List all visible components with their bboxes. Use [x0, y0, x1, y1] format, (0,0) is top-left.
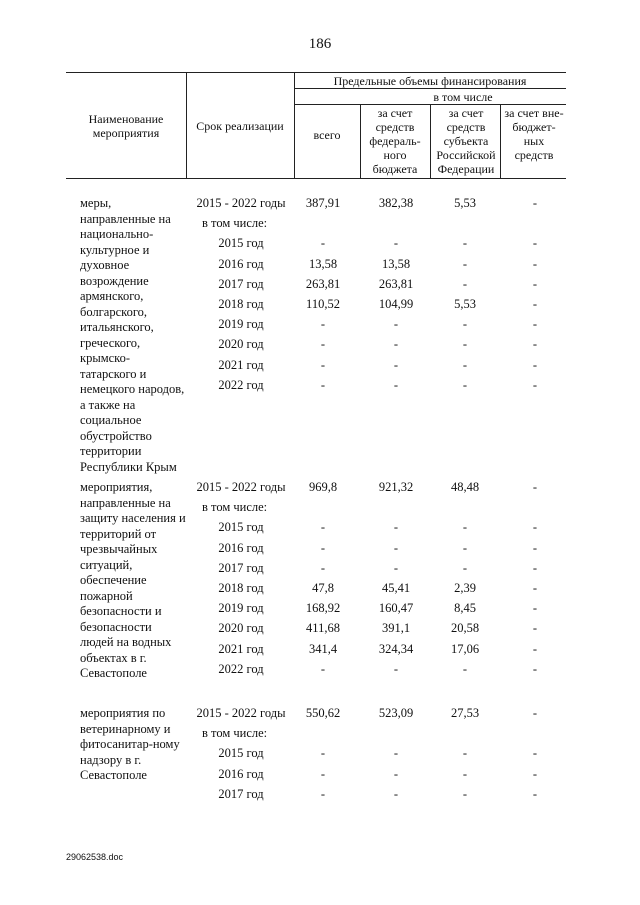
- extra-cell: -: [532, 641, 538, 656]
- regional-cell: -: [462, 317, 468, 332]
- regional-cell: -: [462, 236, 468, 251]
- period-cell: 2015 - 2022 годы: [196, 706, 286, 720]
- period-cell: 2019 год: [218, 317, 264, 332]
- total-cell: -: [320, 746, 326, 761]
- regional-cell: 2,39: [454, 581, 476, 595]
- period-cell: 2020 год: [218, 621, 264, 636]
- total-cell: 168,92: [305, 601, 341, 616]
- period-cell: 2020 год: [218, 337, 264, 352]
- period-cell: 2015 - 2022 годы: [196, 196, 286, 210]
- measure-name: мероприятия по ветеринарному и фитосанитар-ному надзору в г. Севастополе: [80, 706, 180, 782]
- period-cell: 2022 год: [218, 661, 264, 676]
- federal-cell: 523,09: [378, 706, 414, 720]
- period-cell: 2018 год: [218, 581, 264, 595]
- extra-cell: -: [532, 317, 538, 332]
- federal-cell: 324,34: [378, 641, 414, 656]
- extra-cell: -: [532, 297, 538, 311]
- total-cell: -: [320, 560, 326, 575]
- total-cell: 969,8: [308, 480, 338, 494]
- header-federal: за счет средств федераль-ного бюджета: [369, 106, 421, 176]
- period-cell: 2017 год: [218, 560, 264, 575]
- federal-cell: 263,81: [378, 276, 414, 291]
- regional-cell: -: [462, 520, 468, 535]
- federal-cell: 160,47: [378, 601, 414, 616]
- extra-cell: -: [532, 337, 538, 352]
- total-cell: 110,52: [306, 297, 340, 311]
- period-cell: 2017 год: [218, 786, 264, 801]
- total-cell: -: [320, 786, 326, 801]
- federal-cell: -: [393, 357, 399, 372]
- header-limits: Предельные объемы финансирования: [333, 74, 527, 88]
- measure-name: меры, направленные на национально-культурное и духовное возрождение армянского, болгарского, итальянского, греческого, крымско-татарского и немецкого народов, а также на социальное обустройство территории Республики Крым: [80, 196, 185, 474]
- period-cell: 2016 год: [218, 256, 264, 271]
- extra-cell: -: [532, 357, 538, 372]
- regional-cell: -: [462, 746, 468, 761]
- federal-cell: -: [393, 317, 399, 332]
- total-cell: -: [320, 357, 326, 372]
- extra-cell: -: [532, 540, 538, 555]
- period-cell: 2021 год: [218, 357, 264, 372]
- total-cell: -: [320, 540, 326, 555]
- regional-cell: -: [462, 276, 468, 291]
- regional-cell: -: [462, 377, 468, 392]
- period-cell: в том числе:: [202, 726, 268, 741]
- extra-cell: -: [532, 786, 538, 801]
- period-cell: 2015 год: [218, 746, 264, 761]
- period-cell: 2015 год: [218, 520, 264, 535]
- period-cell: в том числе:: [202, 500, 268, 515]
- regional-cell: -: [462, 256, 468, 271]
- extra-cell: -: [532, 256, 538, 271]
- extra-cell: -: [532, 706, 538, 720]
- total-cell: 411,68: [306, 621, 340, 636]
- period-cell: 2022 год: [218, 377, 264, 392]
- regional-cell: -: [462, 661, 468, 676]
- total-cell: 387,91: [305, 196, 341, 210]
- federal-cell: -: [393, 786, 399, 801]
- total-cell: -: [320, 236, 326, 251]
- federal-cell: 45,41: [381, 581, 411, 595]
- federal-cell: 104,99: [378, 297, 414, 311]
- regional-cell: 5,53: [454, 196, 476, 210]
- extra-cell: -: [532, 661, 538, 676]
- total-cell: 47,8: [312, 581, 334, 595]
- total-cell: 550,62: [305, 706, 341, 720]
- period-cell: 2015 год: [218, 236, 264, 251]
- extra-cell: -: [532, 560, 538, 575]
- extra-cell: -: [532, 480, 538, 494]
- total-cell: -: [320, 337, 326, 352]
- extra-cell: -: [532, 621, 538, 636]
- federal-cell: -: [393, 560, 399, 575]
- extra-cell: -: [532, 276, 538, 291]
- measure-name: мероприятия, направленные на защиту населения и территорий от чрезвычайных ситуаций, обеспечение пожарной безопасности и безопасности людей на водных объектах в г. Севастополе: [80, 480, 186, 680]
- total-cell: 341,4: [308, 641, 338, 656]
- header-period: Срок реализации: [196, 119, 284, 133]
- regional-cell: -: [462, 786, 468, 801]
- regional-cell: 8,45: [454, 601, 476, 616]
- total-cell: -: [320, 520, 326, 535]
- federal-cell: -: [393, 661, 399, 676]
- extra-cell: -: [532, 236, 538, 251]
- total-cell: 263,81: [305, 276, 341, 291]
- header-regional: за счет средств субъекта Российской Федерации: [436, 106, 496, 176]
- extra-cell: -: [532, 520, 538, 535]
- regional-cell: -: [462, 766, 468, 781]
- federal-cell: 13,58: [381, 256, 411, 271]
- extra-cell: -: [532, 196, 538, 210]
- period-cell: 2019 год: [218, 601, 264, 616]
- regional-cell: -: [462, 540, 468, 555]
- extra-cell: -: [532, 581, 538, 595]
- period-cell: 2021 год: [218, 641, 264, 656]
- page-number: 186: [308, 36, 332, 52]
- period-cell: 2016 год: [218, 766, 264, 781]
- period-cell: 2017 год: [218, 276, 264, 291]
- regional-cell: -: [462, 560, 468, 575]
- federal-cell: 921,32: [378, 480, 414, 494]
- federal-cell: -: [393, 540, 399, 555]
- federal-cell: 382,38: [378, 196, 414, 210]
- regional-cell: 17,06: [450, 641, 480, 656]
- regional-cell: 48,48: [450, 480, 480, 494]
- extra-cell: -: [532, 766, 538, 781]
- federal-cell: 391,1: [381, 621, 411, 636]
- period-cell: 2016 год: [218, 540, 264, 555]
- total-cell: -: [320, 661, 326, 676]
- regional-cell: -: [462, 337, 468, 352]
- federal-cell: -: [393, 236, 399, 251]
- extra-cell: -: [532, 377, 538, 392]
- federal-cell: -: [393, 766, 399, 781]
- table-header: [66, 72, 566, 178]
- regional-cell: 27,53: [450, 706, 480, 720]
- regional-cell: 20,58: [450, 621, 480, 636]
- header-including: в том числе: [433, 90, 493, 104]
- period-cell: в том числе:: [202, 216, 268, 231]
- federal-cell: -: [393, 377, 399, 392]
- header-total: всего: [313, 128, 341, 142]
- total-cell: -: [320, 317, 326, 332]
- total-cell: -: [320, 377, 326, 392]
- total-cell: -: [320, 766, 326, 781]
- period-cell: 2015 - 2022 годы: [196, 480, 286, 494]
- federal-cell: -: [393, 520, 399, 535]
- header-extra: за счет вне-бюджет-ных средств: [504, 106, 564, 162]
- federal-cell: -: [393, 337, 399, 352]
- regional-cell: 5,53: [454, 297, 476, 311]
- regional-cell: -: [462, 357, 468, 372]
- total-cell: 13,58: [308, 256, 338, 271]
- footer-filename: 29062538.doc: [66, 852, 124, 862]
- extra-cell: -: [532, 601, 538, 616]
- period-cell: 2018 год: [218, 297, 264, 311]
- extra-cell: -: [532, 746, 538, 761]
- federal-cell: -: [393, 746, 399, 761]
- header-name: Наименование мероприятия: [88, 112, 164, 140]
